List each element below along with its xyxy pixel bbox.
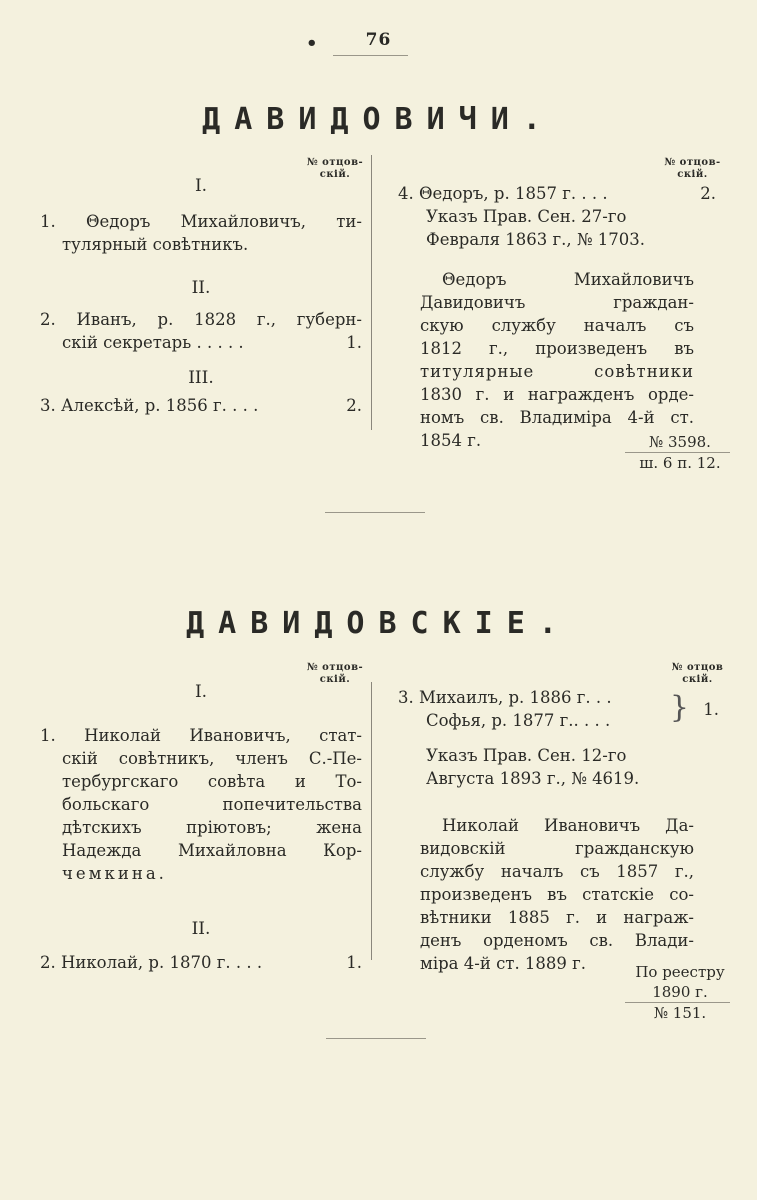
reference-source: По реестру: [635, 963, 725, 981]
entry-line: Надежда Михайловна Кор-: [62, 841, 362, 860]
father-no-header: [655, 157, 730, 181]
header-line: № отцов-: [306, 157, 364, 168]
generation-heading: II.: [191, 919, 211, 939]
right-column: [398, 182, 716, 452]
section-separator: [326, 1038, 426, 1039]
entry-line: дѣтскихъ пріютовъ; жена: [62, 818, 362, 837]
entry-line: 1. Θедоръ Михайловичъ, ти-: [40, 212, 362, 231]
left-column: [40, 176, 362, 417]
person-entry: [40, 951, 362, 974]
reference-rule: [625, 452, 730, 453]
note-line: Николай Ивановичъ Да-: [442, 816, 694, 835]
section-separator: [325, 512, 425, 513]
header-line: скій.: [319, 169, 351, 180]
note-line: номъ св. Владиміра 4-й ст.: [420, 408, 694, 427]
biographical-note: [398, 268, 716, 452]
note-line: денъ орденомъ св. Влади-: [420, 931, 694, 950]
decree-line: Указъ Прав. Сен. 27-го: [426, 207, 627, 226]
note-line: видовскій гражданскую: [420, 839, 694, 858]
note-line: произведенъ въ статскіе со-: [420, 885, 694, 904]
entry-line: скій секретарь . . . . .: [62, 333, 244, 352]
entry-line: 4. Θедоръ, р. 1857 г. . . .: [398, 184, 608, 203]
entry-line: тулярный совѣтникъ.: [62, 235, 249, 254]
entry-line: 3. Алексѣй, р. 1856 г. . . .: [40, 396, 259, 415]
person-entry: [398, 182, 716, 205]
note-line: міра 4-й ст. 1889 г.: [420, 954, 587, 973]
decree: [398, 744, 716, 790]
register-reference: [630, 962, 730, 1023]
header-line: скій.: [682, 674, 713, 685]
column-divider: [371, 682, 372, 960]
page-number-rule: [333, 55, 408, 56]
note-line: Θедоръ Михайловичъ: [442, 270, 694, 289]
note-line: 1854 г.: [420, 431, 482, 450]
decree-line: Февраля 1863 г., № 1703.: [426, 230, 645, 249]
entry-line: 2. Николай, р. 1870 г. . . .: [40, 953, 263, 972]
reference-number: № 151.: [653, 1004, 707, 1022]
father-number: 2.: [346, 396, 362, 415]
person-entry: [40, 308, 362, 354]
decree-line: Августа 1893 г., № 4619.: [426, 769, 640, 788]
left-column: [40, 682, 362, 974]
entry-line: 2. Иванъ, р. 1828 г., губерн-: [40, 310, 362, 329]
header-line: скій.: [677, 169, 708, 180]
decree-line: Указъ Прав. Сен. 12-го: [426, 746, 627, 765]
note-line: вѣтники 1885 г. и награж-: [420, 908, 694, 927]
note-line: титулярные совѣтники: [420, 362, 694, 381]
header-line: скій.: [319, 674, 351, 685]
header-line: № отцов-: [664, 157, 721, 168]
biographical-note: [398, 814, 716, 975]
page-number: 76: [365, 30, 392, 50]
reference-rule: [625, 1002, 730, 1003]
entry-line: 1. Николай Ивановичъ, стат-: [40, 726, 362, 745]
father-no-header: [660, 662, 735, 686]
note-line: 1812 г., произведенъ въ: [420, 339, 694, 358]
brace-icon: }: [669, 690, 689, 725]
generation-heading: II.: [191, 278, 211, 298]
entry-line: больскаго попечительства: [62, 795, 362, 814]
note-line: Давидовичъ граждан-: [420, 293, 694, 312]
entry-line: чемкина.: [62, 864, 167, 883]
generation-heading: I.: [194, 176, 208, 196]
entry-line: скій совѣтникъ, членъ С.-Пе-: [62, 749, 362, 768]
entry-line: тербургскаго совѣта и То-: [62, 772, 362, 791]
children-entry: [398, 686, 719, 732]
reference-location: ш. 6 п. 12.: [639, 454, 721, 472]
section-title-davidovskie: ДАВИДОВСКІЕ.: [186, 606, 571, 641]
note-line: скую службу началъ съ: [420, 316, 694, 335]
column-divider: [371, 155, 372, 430]
header-line: № отцов-: [306, 662, 364, 673]
note-line: 1830 г. и награжденъ орде-: [420, 385, 694, 404]
page-dot: •: [306, 33, 318, 54]
father-number: 2.: [700, 184, 716, 203]
reference-year: 1890 г.: [652, 983, 708, 1001]
section-title-davidovichi: ДАВИДОВИЧИ.: [202, 102, 555, 137]
header-line: № отцов: [671, 662, 724, 673]
person-entry: [40, 394, 362, 417]
register-reference: [630, 432, 730, 473]
right-column: [398, 686, 719, 975]
person-entry: [40, 724, 362, 885]
father-number: 1.: [346, 953, 362, 972]
generation-heading: III.: [188, 368, 214, 388]
father-number: 1.: [346, 333, 362, 352]
generation-heading: I.: [194, 682, 208, 702]
reference-number: № 3598.: [649, 433, 711, 451]
decree: [398, 205, 716, 251]
entry-line: 3. Михаилъ, р. 1886 г. . .: [398, 688, 612, 707]
entry-line: Софья, р. 1877 г.. . . .: [426, 711, 611, 730]
note-line: службу началъ съ 1857 г.,: [420, 862, 694, 881]
person-entry: [40, 210, 362, 256]
father-number: 1.: [703, 700, 719, 719]
